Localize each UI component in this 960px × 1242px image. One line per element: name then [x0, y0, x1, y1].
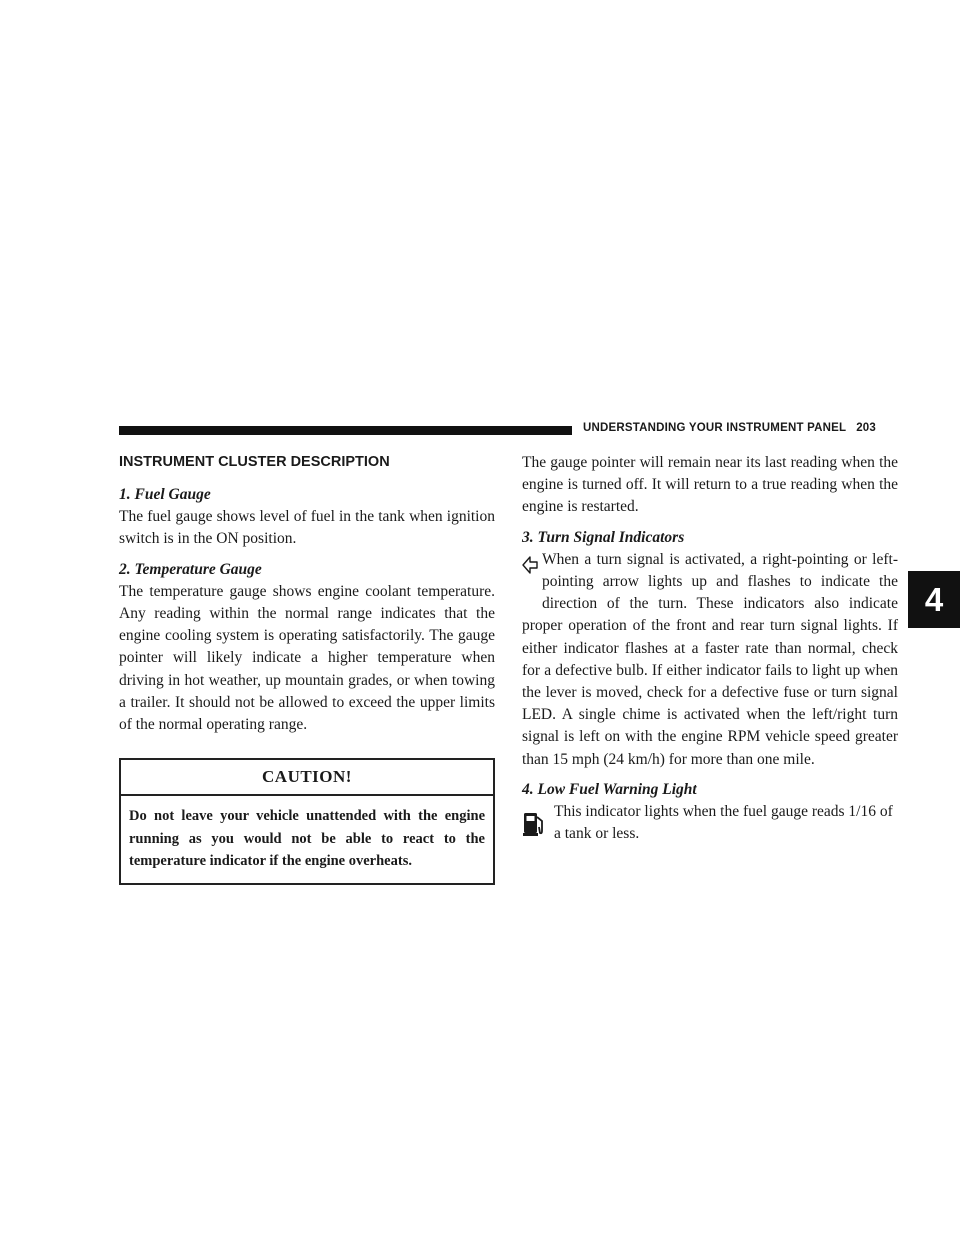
turn-signal-arrow-icon: [522, 551, 538, 598]
right-column: [522, 452, 898, 858]
temperature-gauge-body: The temperature gauge shows engine coolant temperature. Any reading within the normal range indicates that the engine cooling system is operating satisfactorily. The gauge pointer will likely indicate a higher temperature when driving in hot weather, up mountain grades, or when towing a trailer. It should not be allowed to exceed the upper limits of the normal operating range.: [119, 582, 495, 734]
header-rule: [119, 426, 572, 435]
caution-title: CAUTION!: [121, 760, 493, 796]
section-title: INSTRUMENT CLUSTER DESCRIPTION: [119, 454, 390, 470]
low-fuel-heading: 4. Low Fuel Warning Light: [522, 780, 697, 798]
chapter-tab: 4: [908, 571, 960, 628]
fuel-pump-icon: [522, 803, 550, 858]
left-column: [119, 452, 495, 885]
page-number: 203: [856, 422, 876, 434]
caution-box: [119, 758, 495, 884]
low-fuel-block: [522, 801, 898, 845]
fuel-gauge-body: The fuel gauge shows level of fuel in the tank when ignition switch is in the ON position.: [119, 508, 495, 548]
caution-body: Do not leave your vehicle unattended with the engine running as you would not be able to react to the temperature indicator if the engine overheats.: [129, 808, 485, 870]
turn-signal-block: [522, 549, 898, 771]
low-fuel-body: This indicator lights when the fuel gauge reads 1/16 of a tank or less.: [554, 803, 893, 843]
temperature-gauge-heading: 2. Temperature Gauge: [119, 560, 262, 578]
running-header: [583, 422, 876, 434]
turn-signal-heading: 3. Turn Signal Indicators: [522, 528, 685, 546]
fuel-gauge-heading: 1. Fuel Gauge: [119, 486, 211, 503]
running-title: UNDERSTANDING YOUR INSTRUMENT PANEL: [583, 422, 847, 434]
gauge-continuation-text: The gauge pointer will remain near its last reading when the engine is turned off. It will return to a true reading when the engine is restarted.: [522, 454, 898, 516]
turn-signal-body: When a turn signal is activated, a right-pointing or left-pointing arrow lights up and flashes to indicate the direction of the turn. These indicators also indicate proper operation of the front and rear turn signal lights. If either indicator flashes at a faster rate than normal, check for a defective bulb. If either indicator fails to light up when the lever is moved, check for a defective fuse or turn signal LED. A single chime is activated when the left/right turn signal is left on with the engine RPM vehicle speed greater than 15 mph (24 km/h) for more than one mile.: [522, 550, 898, 768]
